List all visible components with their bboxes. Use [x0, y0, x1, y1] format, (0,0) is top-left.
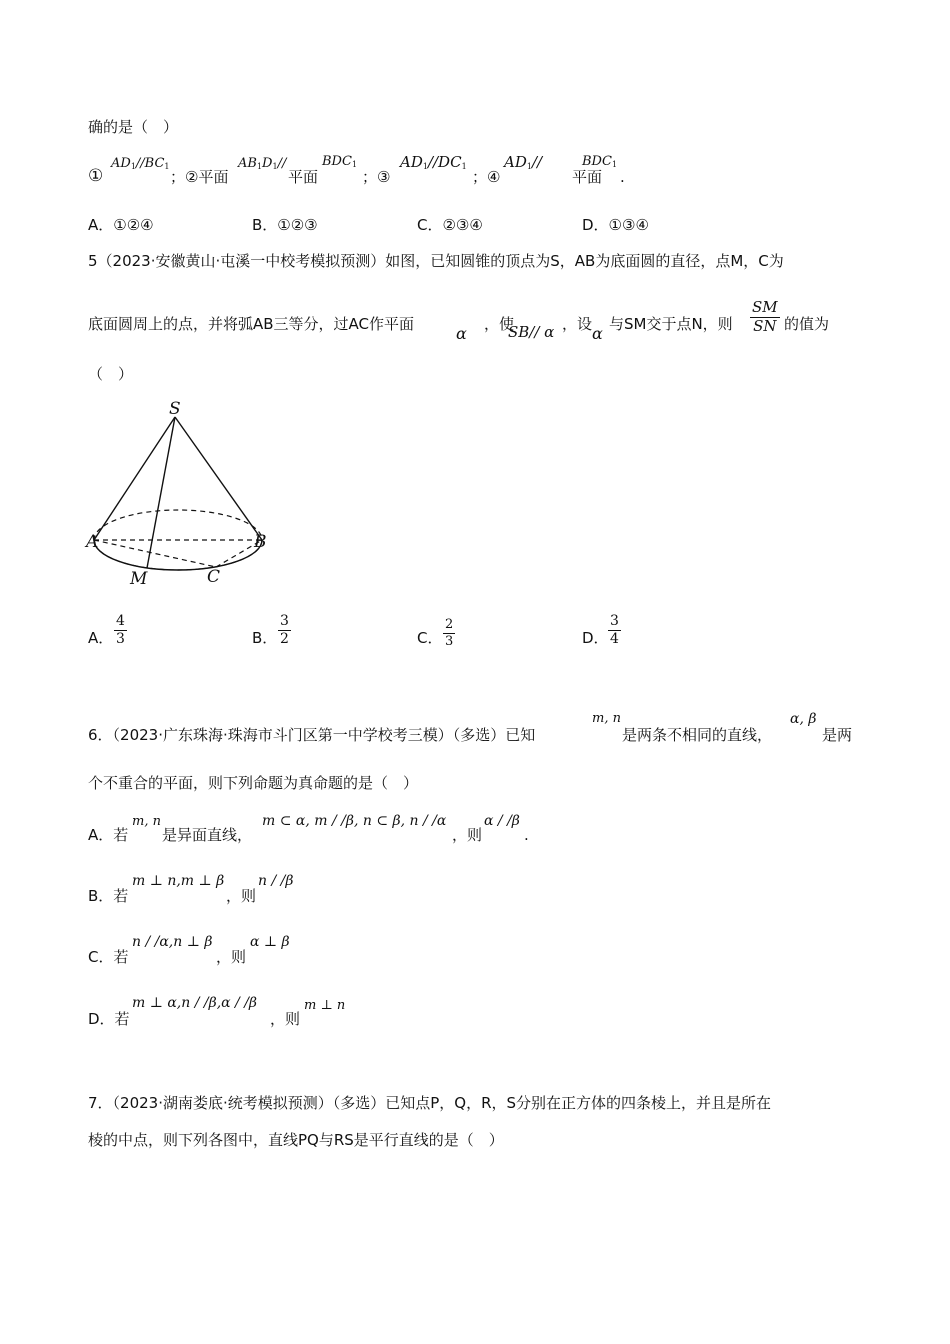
q4-option-b[interactable]: B．①②③: [252, 216, 318, 234]
q4-stem-tail: 确的是（ ）: [88, 118, 179, 136]
q6-stem-line-1b: 是两条不相同的直线，: [622, 726, 773, 744]
q6-option-d-conclusion: m ⊥ n: [304, 998, 346, 1013]
q5-option-b-fraction: 3 2: [280, 613, 289, 647]
q6-option-c-condition: n / /α,n ⊥ β: [132, 934, 213, 950]
q4-statement-2-prefix: ；②平面: [170, 168, 229, 186]
q4-statement-4-prefix: ；④: [472, 168, 501, 186]
q4-statement-1-marker: ①: [88, 166, 104, 186]
q5-option-a-fraction: 4 3: [116, 613, 125, 647]
q5-stem-line-1: 5（2023·安徽黄山·屯溪一中校考模拟预测）如图，已知圆锥的顶点为S，AB为底面圆的直径，点M，C为: [88, 252, 784, 270]
cone-label-c: C: [207, 567, 221, 587]
q4-statement-3-prefix: ；③: [362, 168, 391, 186]
q5-option-d-fraction: 3 4: [610, 613, 619, 647]
q4-statement-4-plane: 平面: [572, 168, 603, 186]
q4-statement-end: .: [620, 168, 625, 186]
cone-generatrix-sa: [94, 417, 175, 540]
cone-chord-ac: [94, 540, 216, 567]
q5-option-c-fraction: 2 3: [445, 617, 454, 649]
q5-stem-line-2c: ，设: [562, 315, 593, 333]
q5-stem-line-2a: 底面圆周上的点，并将弧AB三等分，过AC作平面: [88, 315, 415, 333]
q5-alpha-2: α: [592, 324, 603, 343]
cone-label-s: S: [169, 399, 181, 419]
cone-base-front-arc: [94, 540, 262, 570]
cone-label-a: A: [86, 532, 99, 552]
q5-stem-line-2d: 与SM交于点N，则: [609, 315, 733, 333]
q4-option-d[interactable]: D．①③④: [582, 216, 649, 234]
q5-alpha-1: α: [456, 324, 467, 343]
q5-ratio-fraction: [750, 300, 780, 335]
q5-cone-figure: [80, 395, 280, 590]
q4-statement-1-math: $AD_1//BC_1$: [111, 156, 170, 171]
q6-option-b-condition: m ⊥ n,m ⊥ β: [132, 873, 225, 889]
q6-stem-line-2: 个不重合的平面，则下列命题为真命题的是（ ）: [88, 774, 419, 792]
q6-option-d-condition: m ⊥ α,n / /β,α / /β: [132, 995, 258, 1011]
cone-label-m: M: [130, 569, 148, 589]
q6-option-b-conclusion: n / /β: [258, 873, 294, 889]
q4-statement-2-plane-name: $BDC_1$: [322, 154, 358, 169]
q7-stem-line-1: 7．（2023·湖南娄底·统考模拟预测）（多选）已知点P，Q，R，S分别在正方体的四条棱上，并且是所在: [88, 1094, 772, 1112]
cone-segment-sm: [147, 417, 175, 568]
q4-option-c[interactable]: C．②③④: [417, 216, 483, 234]
q6-alpha-beta: α, β: [790, 711, 817, 727]
cone-label-b: B: [254, 532, 267, 552]
q6-option-a-mn: m, n: [132, 814, 161, 829]
q5-stem-line-2e: 的值为: [784, 315, 830, 333]
cone-generatrix-sb: [175, 417, 262, 540]
q4-statement-3-math: $AD_1//DC_1$: [400, 153, 467, 171]
q6-mn: m, n: [592, 711, 621, 726]
q6-option-a-conclusion: α / /β: [484, 813, 520, 829]
q7-stem-line-2: 棱的中点，则下列各图中，直线PQ与RS是平行直线的是（ ）: [88, 1131, 504, 1149]
q5-answer-paren: （ ）: [88, 365, 134, 383]
q6-option-a-condition: m ⊂ α, m / /β, n ⊂ β, n / /α: [262, 813, 447, 829]
q6-option-c-conclusion: α ⊥ β: [250, 934, 290, 950]
q5-sb-parallel-alpha: SB// α: [508, 323, 555, 341]
q4-option-a[interactable]: A．①②④: [88, 216, 154, 234]
q4-statement-2-plane: 平面: [288, 168, 319, 186]
q4-statement-4-plane-name: $BDC_1$: [582, 154, 618, 169]
q4-statement-2-math: $AB_1D_1//$: [238, 156, 287, 171]
q5-ratio-denominator: SN: [753, 316, 777, 335]
q4-statement-4-math: $AD_1//$: [504, 153, 543, 171]
q5-stem-line-2b: ，使: [484, 315, 515, 333]
q5-ratio-numerator: SM: [752, 298, 778, 316]
q6-stem-line-1c: 是两: [822, 726, 853, 744]
q6-stem-line-1a: 6．（2023·广东珠海·珠海市斗门区第一中学校考三模）（多选）已知: [88, 726, 536, 744]
